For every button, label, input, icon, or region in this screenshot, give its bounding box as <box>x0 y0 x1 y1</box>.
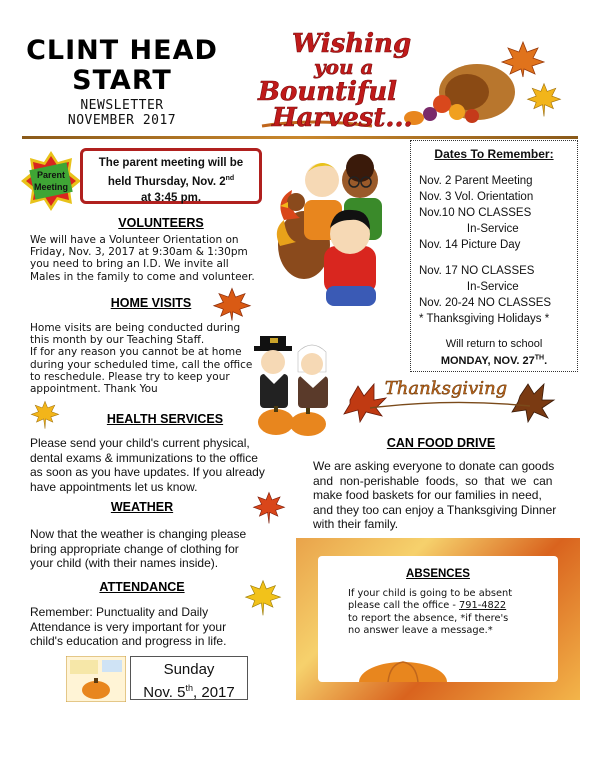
absences-heading: ABSENCES <box>406 568 470 580</box>
date-row: Nov. 14 Picture Day <box>419 239 521 251</box>
return-date-sup: TH <box>534 354 545 361</box>
health-line: as soon as you have updates. If you already <box>30 465 265 480</box>
weather-heading: WEATHER <box>110 500 174 514</box>
attendance-heading: ATTENDANCE <box>99 580 185 594</box>
home-visits-line: appointment. Thank You <box>30 383 158 396</box>
subtitle-line-1: NEWSLETTER <box>80 98 164 113</box>
newsletter-title <box>22 36 222 96</box>
banner-text-2: you a <box>314 55 374 79</box>
absences-leaf-frame <box>296 538 580 700</box>
date-row: Nov. 17 NO CLASSES <box>419 265 535 277</box>
volunteers-line: We will have a Volunteer Orientation on <box>30 234 239 246</box>
volunteers-line: Males in the family to come and volunteer. <box>30 270 255 283</box>
picture-day-date <box>131 679 247 702</box>
badge-text-1: Parent <box>36 170 66 180</box>
banner-text-4: Harvest... <box>272 103 413 133</box>
maple-leaf-icon <box>526 80 562 120</box>
weather-text <box>30 527 286 571</box>
office-phone-number: 791-4822 <box>459 600 507 612</box>
return-to-school-text: Will return to school <box>445 338 543 350</box>
banner-text-1: Wishing <box>292 29 412 59</box>
newsletter-subtitle <box>22 98 222 128</box>
subtitle-line-2: NOVEMBER 2017 <box>67 113 177 128</box>
maple-leaf-icon <box>212 286 252 322</box>
parent-meeting-line-3: at 3:45 pm. <box>140 191 202 204</box>
health-text <box>30 436 286 494</box>
can-food-drive-text <box>313 459 567 532</box>
absences-line: If your child is going to be absent <box>348 588 513 599</box>
absences-line <box>348 600 548 612</box>
picture-day-date-box <box>130 656 248 700</box>
parent-meeting-date: held Thursday, Nov. 2 <box>107 175 226 188</box>
thanksgiving-label: Thanksgiving <box>384 378 508 399</box>
health-line: Please send your child's current physical, <box>30 436 250 450</box>
absences-line: no answer leave a message.* <box>348 625 493 637</box>
can-food-line: and non-perishable foods, so that we can <box>313 473 553 488</box>
home-visits-line: during your scheduled time, call the office <box>30 358 253 371</box>
attendance-line: Attendance is very important for your <box>30 619 227 634</box>
thanksgiving-leaves-image <box>330 370 558 428</box>
weather-line: Now that the weather is changing please <box>30 527 247 541</box>
can-food-line: We are asking everyone to donate can goods <box>313 459 555 473</box>
can-food-line: and they too can enjoy a Thanksgiving Dinner <box>313 502 557 517</box>
can-food-drive-heading: CAN FOOD DRIVE <box>386 436 496 450</box>
parent-meeting-line-1: The parent meeting will be <box>98 157 244 169</box>
home-visits-line: this month by our Teaching Staff. <box>30 334 205 347</box>
absences-line: to report the absence, *if there's <box>348 612 509 624</box>
maple-leaf-icon <box>252 488 286 528</box>
dates-title: Dates To Remember: <box>434 147 554 161</box>
health-line: have appointments let us know. <box>30 479 198 494</box>
attendance-text <box>30 605 270 649</box>
return-date-text: MONDAY, NOV. 27 <box>440 354 535 367</box>
volunteers-line: you need to bring an I.D. We invite all <box>30 258 229 271</box>
pumpkin-icon <box>358 656 448 682</box>
banner-text-3: Bountiful <box>258 77 397 107</box>
health-heading: HEALTH SERVICES <box>106 412 224 426</box>
absences-call-text: please call the office - <box>348 600 459 612</box>
date-row: Nov. 3 Vol. Orientation <box>419 191 534 203</box>
weather-line: bring appropriate change of clothing for <box>30 541 239 556</box>
maple-leaf-icon <box>500 40 546 78</box>
home-visits-line: If for any reason you cannot be at home <box>30 346 242 359</box>
can-food-line: make food baskets for our families in need, <box>313 488 542 503</box>
badge-text-2: Meeting <box>33 182 69 192</box>
picture-day-date-sup: th <box>185 683 194 693</box>
return-to-school-date: MONDAY, NOV. 27TH. <box>440 354 548 367</box>
volunteers-line: Friday, Nov. 3, 2017 at 9:30am & 1:30pm <box>30 246 248 259</box>
date-row: Nov. 20-24 NO CLASSES <box>419 297 552 309</box>
date-row: Nov.10 NO CLASSES <box>419 207 532 219</box>
home-visits-text <box>30 322 278 395</box>
absences-panel <box>318 556 558 682</box>
children-turkey-image <box>274 150 406 310</box>
home-visits-line: Home visits are being conducted during <box>30 322 241 334</box>
picture-day-date-year: , 2017 <box>193 684 235 701</box>
header-divider <box>22 136 578 139</box>
maple-leaf-icon <box>30 398 60 432</box>
parent-meeting-line-2 <box>83 171 259 190</box>
volunteers-text <box>30 234 275 284</box>
weather-line: your child (with their names inside). <box>30 556 219 571</box>
harvest-banner-image <box>252 22 520 134</box>
health-line: dental exams & immunizations to the office <box>30 450 258 465</box>
date-row: In-Service <box>419 223 519 235</box>
pilgrims-image <box>254 332 334 438</box>
dates-to-remember-box <box>410 140 578 372</box>
title-line-1: CLINT HEAD <box>26 35 218 66</box>
volunteers-heading: VOLUNTEERS <box>118 216 204 230</box>
picture-day-flyer-image <box>66 656 126 702</box>
attendance-line: Remember: Punctuality and Daily <box>30 605 209 619</box>
title-line-2: START <box>72 65 172 96</box>
date-row: * Thanksgiving Holidays * <box>419 313 550 325</box>
parent-meeting-box <box>80 148 262 204</box>
home-visits-line: to reschedule. Please try to keep your <box>30 370 230 383</box>
parent-meeting-date-sup: nd <box>225 175 235 182</box>
absences-text <box>348 588 548 638</box>
picture-day-date-text: Nov. 5 <box>143 684 186 701</box>
can-food-line: with their family. <box>313 517 399 532</box>
picture-day-weekday: Sunday <box>163 661 215 678</box>
attendance-line: child's education and progress in life. <box>30 634 227 649</box>
home-visits-heading: HOME VISITS <box>110 296 192 310</box>
date-row: In-Service <box>419 281 519 293</box>
parent-meeting-star-icon <box>20 150 82 212</box>
date-row: Nov. 2 Parent Meeting <box>419 175 533 187</box>
